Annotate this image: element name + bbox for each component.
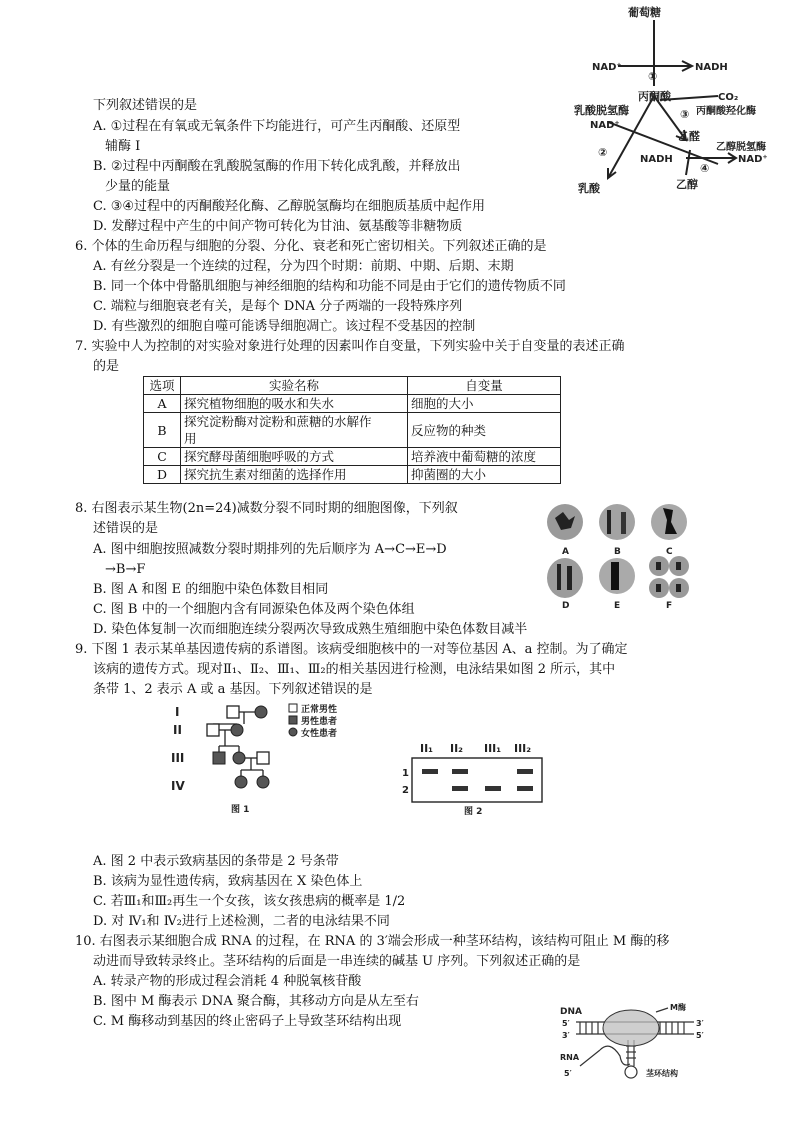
electrophoresis-figure: [392, 738, 552, 818]
table-row: [144, 395, 561, 413]
q8-option-c: C. 图 B 中的一个细胞内含有同源染色体及两个染色体组: [93, 602, 415, 617]
q9-option-a: A. 图 2 中表示致病基因的条带是 2 号条带: [93, 854, 339, 869]
dna-5-left: 5′: [562, 1019, 570, 1028]
band-II1-1: [422, 769, 438, 774]
rna-label: RNA: [560, 1053, 580, 1062]
pedigree-III1-affected-male: [213, 752, 225, 764]
q8-stem: 8. 右图表示某生物(2n=24)减数分裂不同时期的细胞图像，下列叙: [75, 501, 458, 516]
q7-stem-cont: 的是: [93, 359, 120, 374]
pedigree-II2-affected-female: [231, 724, 243, 736]
legend-affected-female: 女性患者: [301, 729, 338, 739]
rna-5-label: 5′: [564, 1069, 572, 1078]
band-II2-1: [452, 769, 468, 774]
legend-affected-male: 男性患者: [301, 717, 338, 727]
row-variable: 培养液中葡萄糖的浓度: [408, 448, 561, 466]
band-II2-2: [452, 786, 468, 791]
legend-normal-male: 正常男性: [301, 705, 338, 715]
q9-option-c: C. 若Ⅲ₁和Ⅲ₂再生一个女孩，该女孩患病的概率是 1/2: [93, 894, 406, 909]
generation-III: III: [171, 751, 185, 765]
pedigree-I1-normal-male: [227, 706, 239, 718]
q8-stem-cont: 述错误的是: [93, 521, 159, 536]
legend-affected-female-icon: [289, 728, 297, 736]
legend-affected-male-icon: [289, 716, 297, 724]
row-variable: 抑菌圈的大小: [408, 466, 561, 484]
adh-label: 乙醇脱氢酶: [716, 142, 766, 153]
row-option: A: [144, 395, 181, 413]
q10-stem: 10. 右图表示某细胞合成 RNA 的过程，在 RNA 的 3′端会形成一种茎环结构，该结构可阻止 M 酶的移: [75, 934, 670, 949]
row-experiment: [181, 413, 408, 448]
cell-label-c: C: [666, 547, 673, 557]
band-III1-2: [485, 786, 501, 791]
stem-loop-label: 茎环结构: [646, 1069, 678, 1078]
row-experiment: 探究抗生素对细菌的选择作用: [181, 466, 408, 484]
nad-left-label: NAD⁺: [590, 120, 620, 131]
cell-a: [547, 504, 583, 540]
table-row: [144, 466, 561, 484]
pedigree-I2-affected-female: [255, 706, 267, 718]
band-III2-2: [517, 786, 533, 791]
dna-5-right: 5′: [696, 1031, 704, 1040]
pedigree-II1-normal-male: [207, 724, 219, 736]
m-enzyme-label: M酶: [670, 1003, 686, 1012]
m-enzyme-shape: [603, 1010, 659, 1046]
q8-option-a: A. 图中细胞按照减数分裂时期排列的先后顺序为 A→C→E→D: [93, 542, 447, 557]
transcription-figure: [560, 1000, 710, 1100]
pyruvate-label: 丙酮酸: [638, 90, 671, 103]
q10-option-c: C. M 酶移动到基因的终止密码子上导致茎环结构出现: [93, 1014, 402, 1029]
q6-option-d: D. 有些激烈的细胞自噬可能诱导细胞凋亡。该过程不受基因的控制: [93, 319, 476, 334]
lane-II2: II₂: [450, 742, 464, 755]
header-experiment: 实验名称: [181, 377, 408, 395]
lane-II1: II₁: [420, 742, 434, 755]
step-3-label: ③: [680, 108, 690, 121]
nadh-out-label: NADH: [695, 62, 728, 73]
step-1-label: ①: [648, 70, 658, 83]
table-header-row: [144, 377, 561, 395]
row-option: B: [144, 413, 181, 448]
q5-option-b-cont: 少量的能量: [105, 179, 171, 194]
pedigree-IV2-affected-female: [257, 776, 269, 788]
row-option: D: [144, 466, 181, 484]
legend-normal-male-icon: [289, 704, 297, 712]
nadh-mid-label: NADH: [640, 154, 673, 165]
fermentation-pathway-figure: [568, 0, 783, 200]
q5-option-a-cont: 辅酶 I: [105, 139, 141, 154]
q7-stem: 7. 实验中人为控制的对实验对象进行处理的因素叫作自变量，下列实验中关于自变量的表述正确: [75, 339, 625, 354]
q8-option-d: D. 染色体复制一次而细胞连续分裂两次导致成熟生殖细胞中染色体数目减半: [93, 622, 528, 637]
cell-e: [599, 558, 635, 594]
table-row: [144, 448, 561, 466]
cell-d: [547, 558, 583, 598]
figure-1-caption: 图 1: [231, 805, 250, 815]
pedigree-IV1-affected-female: [235, 776, 247, 788]
q10-stem-cont: 动进而导致转录终止。茎环结构的后面是一串连续的碱基 U 序列。下列叙述正确的是: [93, 954, 581, 969]
q9-option-d: D. 对 Ⅳ₁和 Ⅳ₂进行上述检测，二者的电泳结果不同: [93, 914, 390, 929]
cell-c: [651, 504, 687, 540]
header-option: 选项: [144, 377, 181, 395]
q6-option-c: C. 端粒与细胞衰老有关，是每个 DNA 分子两端的一段特殊序列: [93, 299, 463, 314]
lane-III2: III₂: [514, 742, 532, 755]
header-variable: 自变量: [408, 377, 561, 395]
q6-stem: 6. 个体的生命历程与细胞的分裂、分化、衰老和死亡密切相关。下列叙述正确的是: [75, 239, 547, 254]
q5-option-a: A. ①过程在有氧或无氧条件下均能进行，可产生丙酮酸、还原型: [93, 119, 461, 134]
meiosis-cells-figure: [545, 500, 695, 612]
band-label-2: 2: [402, 785, 409, 796]
pdc-label: 丙酮酸羟化酶: [696, 106, 756, 117]
experiment-table: [143, 376, 561, 484]
dna-3-left: 3′: [562, 1031, 570, 1040]
cell-b: [599, 504, 635, 540]
q6-option-b: B. 同一个体中骨骼肌细胞与神经细胞的结构和功能不同是由于它们的遗传物质不同: [93, 279, 566, 294]
step-2-label: ②: [598, 146, 608, 159]
pedigree-III3-normal-male: [257, 752, 269, 764]
cell-label-e: E: [614, 601, 621, 611]
q10-option-a: A. 转录产物的形成过程会消耗 4 种脱氧核苷酸: [93, 974, 362, 989]
row-option: C: [144, 448, 181, 466]
row-experiment-line2: 用: [184, 431, 197, 446]
lane-III1: III₁: [484, 742, 502, 755]
nad-in-label: NAD⁺: [592, 62, 622, 73]
row-experiment: 探究酵母菌细胞呼吸的方式: [181, 448, 408, 466]
band-III2-1: [517, 769, 533, 774]
gel-box: [412, 758, 542, 802]
pedigree-III2-affected-female: [233, 752, 245, 764]
row-experiment: 探究植物细胞的吸水和失水: [181, 395, 408, 413]
q9-stem-cont1: 该病的遗传方式。现对Ⅱ₁、Ⅱ₂、Ⅲ₁、Ⅲ₂的相关基因进行检测，电泳结果如图 2 所示，其中: [93, 662, 616, 677]
q10-option-b: B. 图中 M 酶表示 DNA 聚合酶，其移动方向是从左至右: [93, 994, 419, 1009]
q9-stem-cont2: 条带 1、2 表示 A 或 a 基因。下列叙述错误的是: [93, 682, 373, 697]
cell-label-a: A: [562, 547, 569, 557]
cell-label-f: F: [666, 601, 673, 611]
lactate-label: 乳酸: [578, 182, 600, 195]
row-experiment-line1: 探究淀粉酶对淀粉和蔗糖的水解作: [184, 414, 372, 429]
row-variable: 反应物的种类: [408, 413, 561, 448]
q9-option-b: B. 该病为显性遗传病，致病基因在 X 染色体上: [93, 874, 363, 889]
q8-option-b: B. 图 A 和图 E 的细胞中染色体数目相同: [93, 582, 329, 597]
dna-label: DNA: [560, 1007, 582, 1017]
ldh-label: 乳酸脱氢酶: [574, 104, 629, 117]
ethanol-label: 乙醇: [676, 178, 698, 191]
q5-option-b: B. ②过程中丙酮酸在乳酸脱氢酶的作用下转化成乳酸，并释放出: [93, 159, 461, 174]
q5-option-d: D. 发酵过程中产生的中间产物可转化为甘油、氨基酸等非糖物质: [93, 219, 463, 234]
generation-I: I: [175, 705, 180, 719]
nad-right-label: NAD⁺: [738, 154, 768, 165]
generation-IV: IV: [171, 779, 185, 793]
dna-3-right: 3′: [696, 1019, 704, 1028]
row-variable: 细胞的大小: [408, 395, 561, 413]
cell-label-d: D: [562, 601, 570, 611]
generation-II: II: [173, 723, 182, 737]
co2-label: CO₂: [718, 92, 739, 103]
cell-f: [649, 556, 689, 598]
band-label-1: 1: [402, 768, 409, 779]
table-row: [144, 413, 561, 448]
q5-stem: 下列叙述错误的是: [93, 98, 198, 113]
figure-2-caption: 图 2: [464, 807, 483, 817]
pedigree-figure: [165, 700, 375, 820]
glucose-label: 葡萄糖: [628, 6, 661, 19]
acetaldehyde-label: 乙醛: [678, 130, 700, 143]
q9-stem: 9. 下图 1 表示某单基因遗传病的系谱图。该病受细胞核中的一对等位基因 A、a 控制。为了确定: [75, 642, 628, 657]
q8-option-a-cont: →B→F: [105, 562, 146, 577]
q6-option-a: A. 有丝分裂是一个连续的过程，分为四个时期：前期、中期、后期、末期: [93, 259, 514, 274]
step-4-label: ④: [700, 162, 710, 175]
cell-label-b: B: [614, 547, 621, 557]
q5-option-c: C. ③④过程中的丙酮酸羟化酶、乙醇脱氢酶均在细胞质基质中起作用: [93, 199, 486, 214]
